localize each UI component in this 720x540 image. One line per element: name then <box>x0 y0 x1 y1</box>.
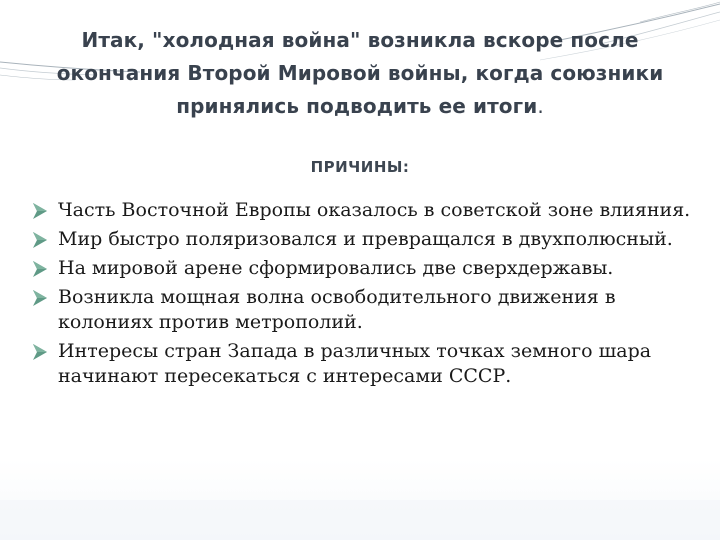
slide-title <box>20 24 700 123</box>
slide-title-text: Итак, "холодная война" возникла вскоре после окончания Второй Мировой войны, когда союзники принялись подводить ее итоги <box>56 28 664 118</box>
reason-item-1 <box>30 198 705 223</box>
arrow-head-bullet-icon <box>30 229 50 251</box>
reason-text-3: На мировой арене сформировались две сверхдержавы. <box>58 257 614 279</box>
decor-bottom-band <box>0 500 720 540</box>
reason-text-2: Мир быстро поляризовался и превращался в двухполюсный. <box>58 228 673 250</box>
slide-title-period: . <box>537 94 544 118</box>
reasons-list <box>30 198 705 393</box>
reason-text-4: Возникла мощная волна освободительного движения в колониях против метрополий. <box>58 286 616 333</box>
arrow-head-bullet-icon <box>30 258 50 280</box>
reasons-heading: ПРИЧИНЫ: <box>310 158 410 176</box>
reason-item-5 <box>30 339 705 389</box>
arrow-head-bullet-icon <box>30 200 50 222</box>
arrow-head-bullet-icon <box>30 287 50 309</box>
decor-swoosh-right-3 <box>640 2 720 22</box>
reason-text-5: Интересы стран Запада в различных точках земного шара начинают пересекаться с интересами СССР. <box>58 340 652 387</box>
reason-item-4 <box>30 285 705 335</box>
reason-item-2 <box>30 227 705 252</box>
reason-item-3 <box>30 256 705 281</box>
reason-text-1: Часть Восточной Европы оказалось в советской зоне влияния. <box>58 199 691 221</box>
arrow-head-bullet-icon <box>30 341 50 363</box>
